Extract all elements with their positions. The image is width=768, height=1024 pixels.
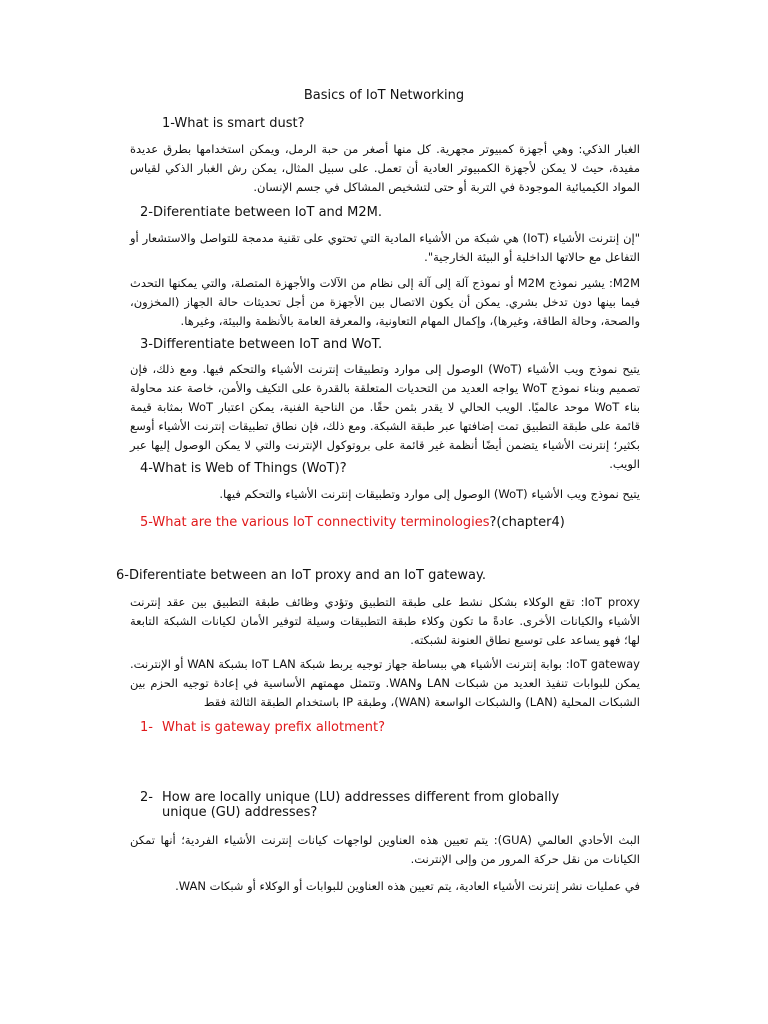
sub-question-2-answer-gua bbox=[130, 831, 640, 869]
question-2-answer-iot bbox=[130, 229, 640, 267]
sub-question-2-answer-ops bbox=[130, 877, 640, 896]
iot-gateway-text: IoT gateway: بوابة إنترنت الأشياء هي ببساطة جهاز توجيه يربط شبكة IoT LAN بشبكة WAN أو الإنترنت. يمكن للبوابات تنفيذ العديد من شبكات LAN وWAN. وتتمثل مهمتهم الأساسية في إعادة توجيه الحزم بين الشبكات المحلية (LAN) والشبكات الواسعة (WAN)، وطبقة IP باستخدام الطبقة الثالثة فقط bbox=[130, 657, 640, 709]
question-3-heading: 3-Differentiate between IoT and WoT. bbox=[140, 337, 383, 352]
question-2-heading: 2-Diferentiate between IoT and M2M. bbox=[140, 205, 382, 220]
document-title: Basics of IoT Networking bbox=[303, 88, 465, 103]
m2m-definition-text: M2M: يشير نموذج M2M أو نموذج آلة إلى آلة إلى نظام من الآلات والأجهزة المتصلة، والتي يمكنها التحدث فيما بينها دون تدخل بشري. يمكن أن يكون الاتصال بين الأجهزة من أجل تحديثات حالة الجهاز (المخزون، والصحة، وحالة الطاقة، وغيرها)، وإكمال المهام التعاونية، والمعرفة العامة بالأنظمة والبيئة، وغيرها. bbox=[130, 276, 641, 328]
sub-question-1-number: 1- bbox=[140, 720, 153, 735]
sub-question-2-text: How are locally unique (LU) addresses different from globally unique (GU) addresses? bbox=[162, 790, 560, 820]
question-3-answer bbox=[130, 360, 640, 474]
question-4-answer-text: يتيح نموذج ويب الأشياء (WoT) الوصول إلى موارد وتطبيقات إنترنت الأشياء والتحكم فيها. bbox=[219, 487, 640, 501]
deployment-text: في عمليات نشر إنترنت الأشياء العادية، يتم تعيين هذه العناوين للبوابات أو الوكلاء أو شبكات WAN. bbox=[175, 879, 640, 893]
question-1-heading: 1-What is smart dust? bbox=[162, 116, 305, 131]
question-4-heading: 4-What is Web of Things (WoT)? bbox=[140, 461, 347, 476]
question-5-heading-tail: ?(chapter4) bbox=[489, 515, 565, 530]
sub-question-1-heading bbox=[140, 720, 385, 735]
question-6-answer-gateway bbox=[130, 655, 640, 712]
question-6-heading: 6-Diferentiate between an IoT proxy and an IoT gateway. bbox=[116, 568, 486, 583]
iot-proxy-text: IoT proxy: تقع الوكلاء بشكل نشط على طبقة التطبيق وتؤدي وظائف طبقة التطبيق بين عقد إنترنت الأشياء والكيانات الأخرى. عادةً ما تكون وكلاء طبقة التطبيقات وسيلة لتوفير الأمان لكيانات الشبكة التابعة لها؛ فهو يساعد على توسيع نطاق العنونة لشبكته. bbox=[130, 595, 640, 647]
sub-question-2-heading bbox=[140, 790, 582, 820]
question-3-answer-text: يتيح نموذج ويب الأشياء (WoT) الوصول إلى موارد وتطبيقات إنترنت الأشياء والتحكم فيها. ومع ذلك، فإن تصميم وبناء نموذج WoT يواجه العديد من التحديات المتعلقة بالقدرة على التكيف والأمن، خاصة عند محاولة بناء WoT موحد عالميًا. الويب الحالي لا يقدر بثمن حقًا. من الناحية الفنية، يمكن اعتبار WoT بمثابة قيمة قائمة على طبقة التطبيق تمت إضافتها عبر طبقة الشبكة. ومع ذلك، فإن نطاق تطبيقات إنترنت الأشياء أوسع بكثير؛ إنترنت الأشياء يتضمن أيضًا أنظمة غير قائمة على بروتوكول الإنترنت والتي لا يمكن الوصول إليها عبر الويب. bbox=[130, 362, 641, 471]
question-1-answer-text: الغبار الذكي: وهي أجهزة كمبيوتر مجهرية. كل منها أصغر من حبة الرمل، ويمكن استخدامها بطرق عديدة مفيدة، حيث لا يمكن لأجهزة الكمبيوتر العادية أن تعمل. على سبيل المثال، يمكن رش الغبار الذكي لقياس المواد الكيميائية الموجودة في التربة أو حتى لتشخيص المشاكل في جسم الإنسان. bbox=[130, 142, 640, 194]
question-4-answer bbox=[130, 485, 640, 504]
sub-question-1-text: What is gateway prefix allotment? bbox=[162, 720, 386, 735]
question-6-answer-proxy bbox=[130, 593, 640, 650]
question-5-heading bbox=[140, 515, 565, 530]
question-1-answer bbox=[130, 140, 640, 197]
question-5-heading-red: 5-What are the various IoT connectivity terminologies bbox=[140, 515, 490, 530]
gua-text: البث الأحادي العالمي (GUA): يتم تعيين هذه العناوين لواجهات كيانات إنترنت الأشياء الفردية؛ أنها تمكن الكيانات من نقل حركة المرور من وإلى الإنترنت. bbox=[130, 833, 640, 866]
iot-definition-text: "إن إنترنت الأشياء (IoT) هي شبكة من الأشياء المادية التي تحتوي على تقنية مدمجة للتواصل والاستشعار أو التفاعل مع حالاتها الداخلية أو البيئة الخارجية". bbox=[130, 231, 641, 264]
sub-question-2-number: 2- bbox=[140, 790, 153, 805]
question-2-answer-m2m bbox=[130, 274, 640, 331]
